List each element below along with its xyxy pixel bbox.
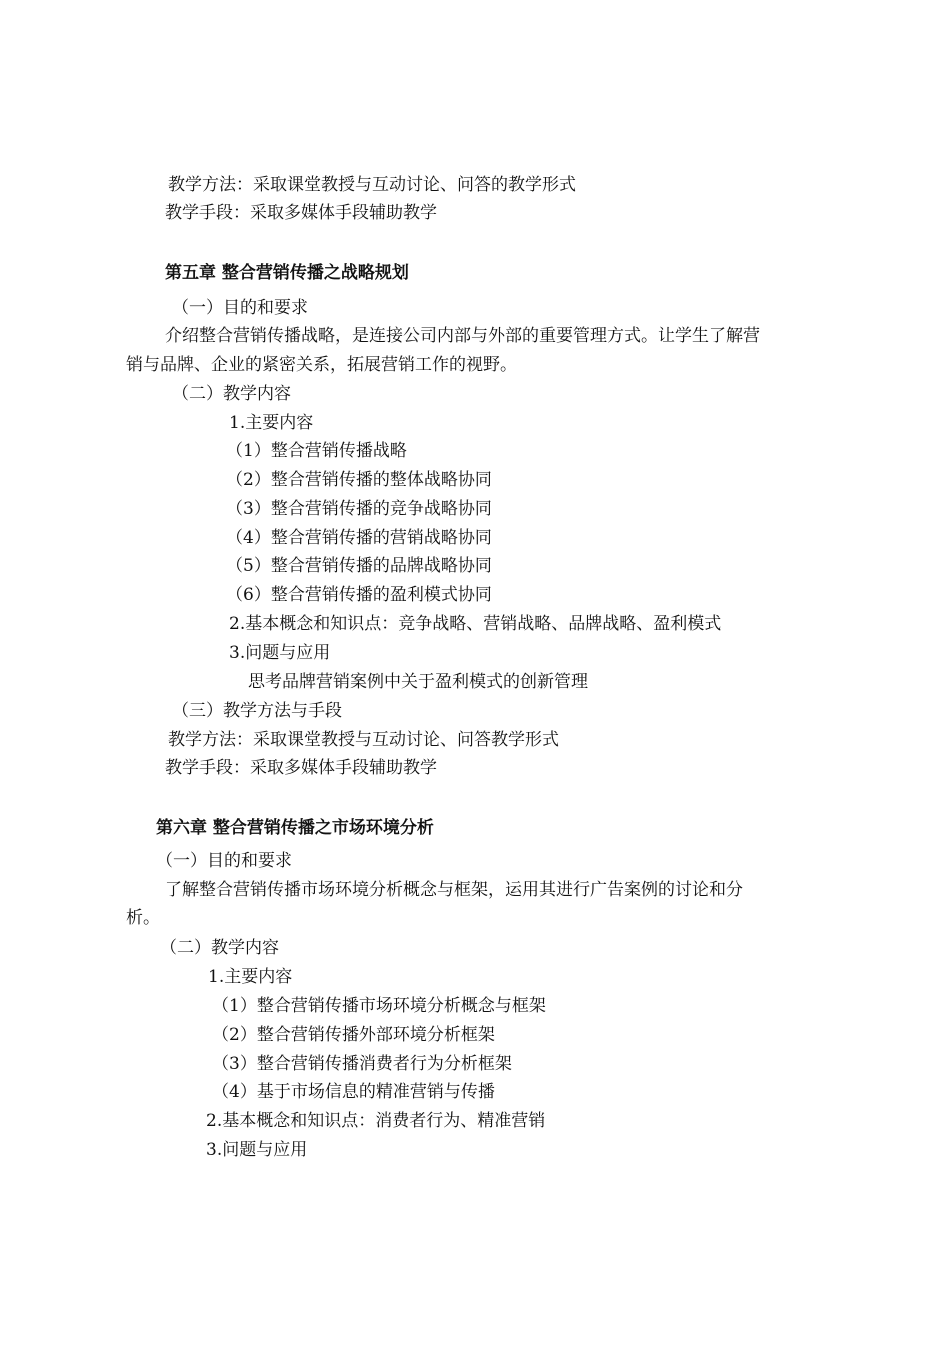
ch5-section-methods: （三）教学方法与手段 (172, 701, 342, 721)
ch6-section-purpose: （一）目的和要求 (156, 851, 292, 871)
chapter-6-title: 第六章 整合营销传播之市场环境分析 (156, 818, 434, 838)
ch5-section-content: （二）教学内容 (172, 384, 291, 404)
ch5-teaching-method-line: 教学方法：采取课堂教授与互动讨论、问答教学形式 (168, 730, 559, 750)
ch5-main-content-heading: 1.主要内容 (229, 413, 314, 433)
teaching-method-line: 教学方法：采取课堂教授与互动讨论、问答的教学形式 (168, 175, 576, 195)
ch6-purpose-paragraph-line-1: 了解整合营销传播市场环境分析概念与框架，运用其进行广告案例的讨论和分 (165, 880, 743, 900)
ch5-concepts-line: 2.基本概念和知识点：竞争战略、营销战略、品牌战略、盈利模式 (229, 614, 722, 634)
ch6-concepts-line: 2.基本概念和知识点：消费者行为、精准营销 (206, 1111, 546, 1131)
ch6-section-content: （二）教学内容 (160, 938, 279, 958)
ch5-application-heading: 3.问题与应用 (229, 643, 331, 663)
ch6-list-item: （2）整合营销传播外部环境分析框架 (212, 1025, 495, 1045)
ch5-list-item: （5）整合营销传播的品牌战略协同 (226, 556, 492, 576)
ch6-application-heading: 3.问题与应用 (206, 1140, 308, 1160)
teaching-means-line: 教学手段：采取多媒体手段辅助教学 (165, 203, 437, 223)
ch5-section-purpose: （一）目的和要求 (172, 298, 308, 318)
ch5-list-item: （6）整合营销传播的盈利模式协同 (226, 585, 492, 605)
chapter-5-title: 第五章 整合营销传播之战略规划 (165, 263, 409, 283)
ch5-purpose-paragraph-line-1: 介绍整合营销传播战略，是连接公司内部与外部的重要管理方式。让学生了解营 (165, 326, 760, 346)
ch5-list-item: （1）整合营销传播战略 (226, 441, 407, 461)
ch6-list-item: （1）整合营销传播市场环境分析概念与框架 (212, 996, 546, 1016)
ch5-list-item: （2）整合营销传播的整体战略协同 (226, 470, 492, 490)
ch6-main-content-heading: 1.主要内容 (208, 967, 293, 987)
ch6-purpose-paragraph-line-2: 析。 (126, 908, 160, 928)
ch5-teaching-means-line: 教学手段：采取多媒体手段辅助教学 (165, 758, 437, 778)
ch5-thinking-line: 思考品牌营销案例中关于盈利模式的创新管理 (248, 672, 588, 692)
ch5-purpose-paragraph-line-2: 销与品牌、企业的紧密关系，拓展营销工作的视野。 (126, 355, 517, 375)
ch6-list-item: （4）基于市场信息的精准营销与传播 (212, 1082, 495, 1102)
ch5-list-item: （3）整合营销传播的竞争战略协同 (226, 499, 492, 519)
ch6-list-item: （3）整合营销传播消费者行为分析框架 (212, 1054, 512, 1074)
ch5-list-item: （4）整合营销传播的营销战略协同 (226, 528, 492, 548)
